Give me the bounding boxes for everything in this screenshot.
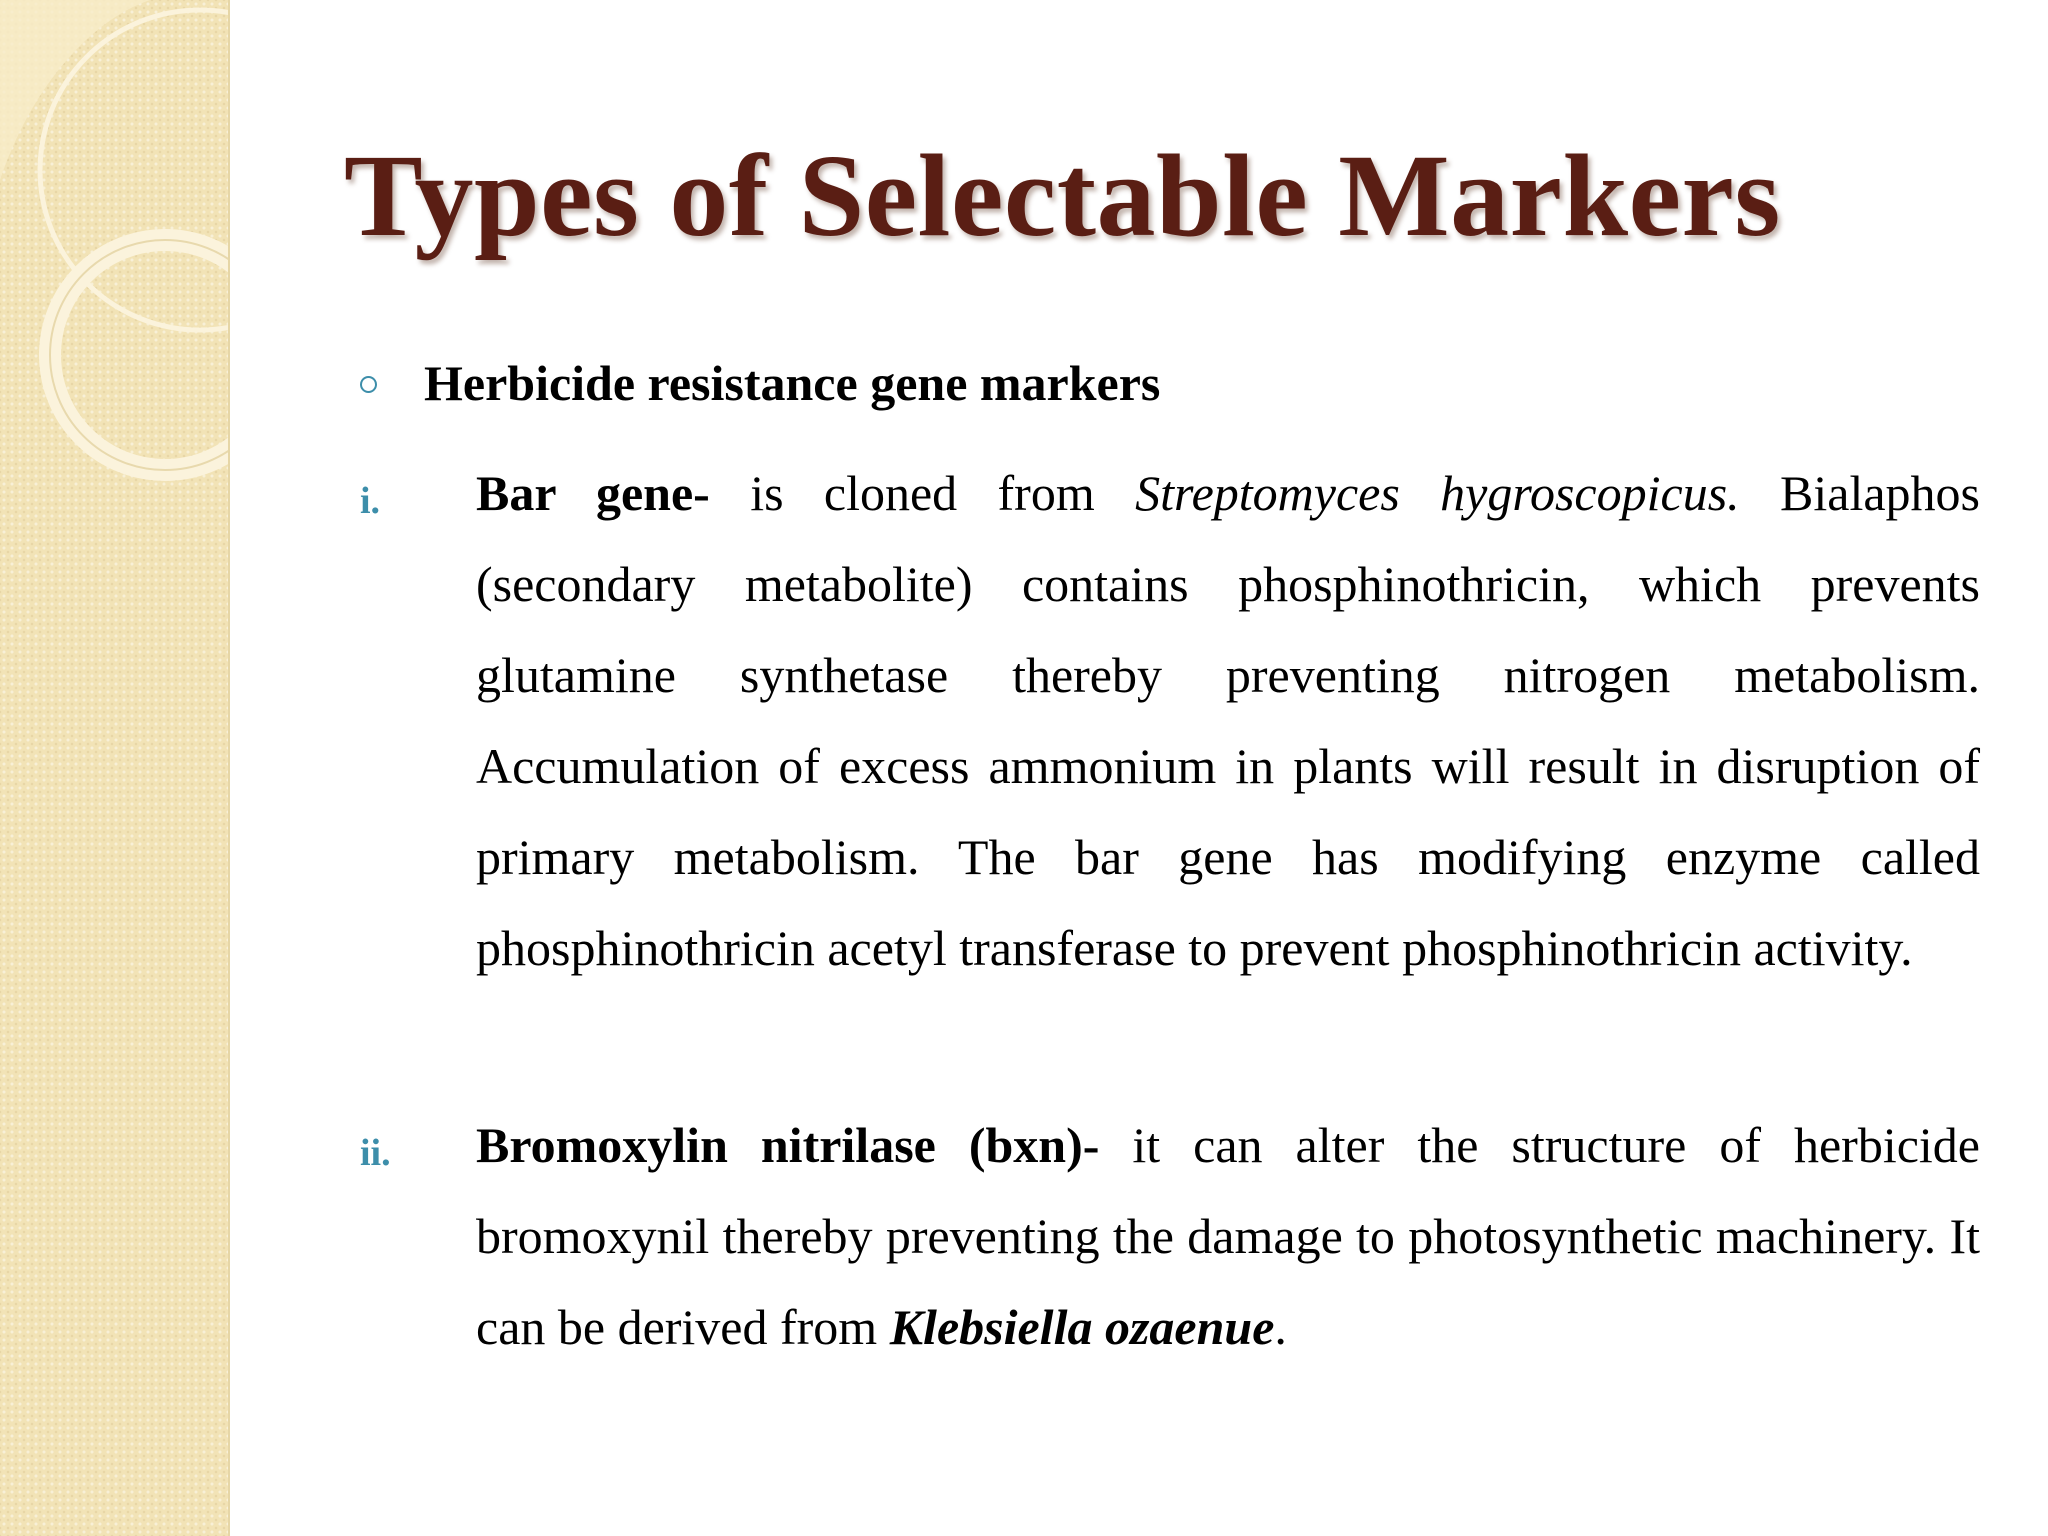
- decorative-swirl: [0, 0, 228, 520]
- item-species-2: Klebsiella ozaenue: [889, 1299, 1275, 1355]
- section-heading: Herbicide resistance gene markers: [424, 355, 1161, 411]
- item-lead-1: Bar gene-: [476, 465, 710, 521]
- item-text-1b: Bialaphos (secondary metabolite) contains phosphinothricin, which prevents glutamine synthetase thereby preventing nitrogen metabolism. Accumulation of excess ammonium in plants will result in disruption of primary metabolism. The bar gene has modifying enzyme called phosphinothricin acetyl transferase to prevent phosphinothricin activity.: [476, 465, 1981, 976]
- item-species-1: Streptomyces hygroscopicus.: [1135, 465, 1740, 521]
- item-numeral-2: ii.: [360, 1132, 391, 1174]
- slide-title: Types of Selectable Markers: [344, 130, 1781, 261]
- item-text-2a: it can alter the structure of herbicide bromoxynil thereby preventing the damage to photosynthetic machinery. It can be derived from: [476, 1117, 1980, 1355]
- list-item-bar-gene: [476, 448, 1980, 994]
- item-numeral-1: i.: [360, 480, 381, 522]
- item-lead-2: Bromoxylin nitrilase (bxn)-: [476, 1117, 1100, 1173]
- decorative-side-panel: [0, 0, 230, 1536]
- bullet-circle-icon: [360, 376, 377, 393]
- item-text-1a: is cloned from: [709, 465, 1136, 521]
- list-item-bxn: [476, 1100, 1980, 1373]
- item-text-2b: .: [1274, 1299, 1287, 1355]
